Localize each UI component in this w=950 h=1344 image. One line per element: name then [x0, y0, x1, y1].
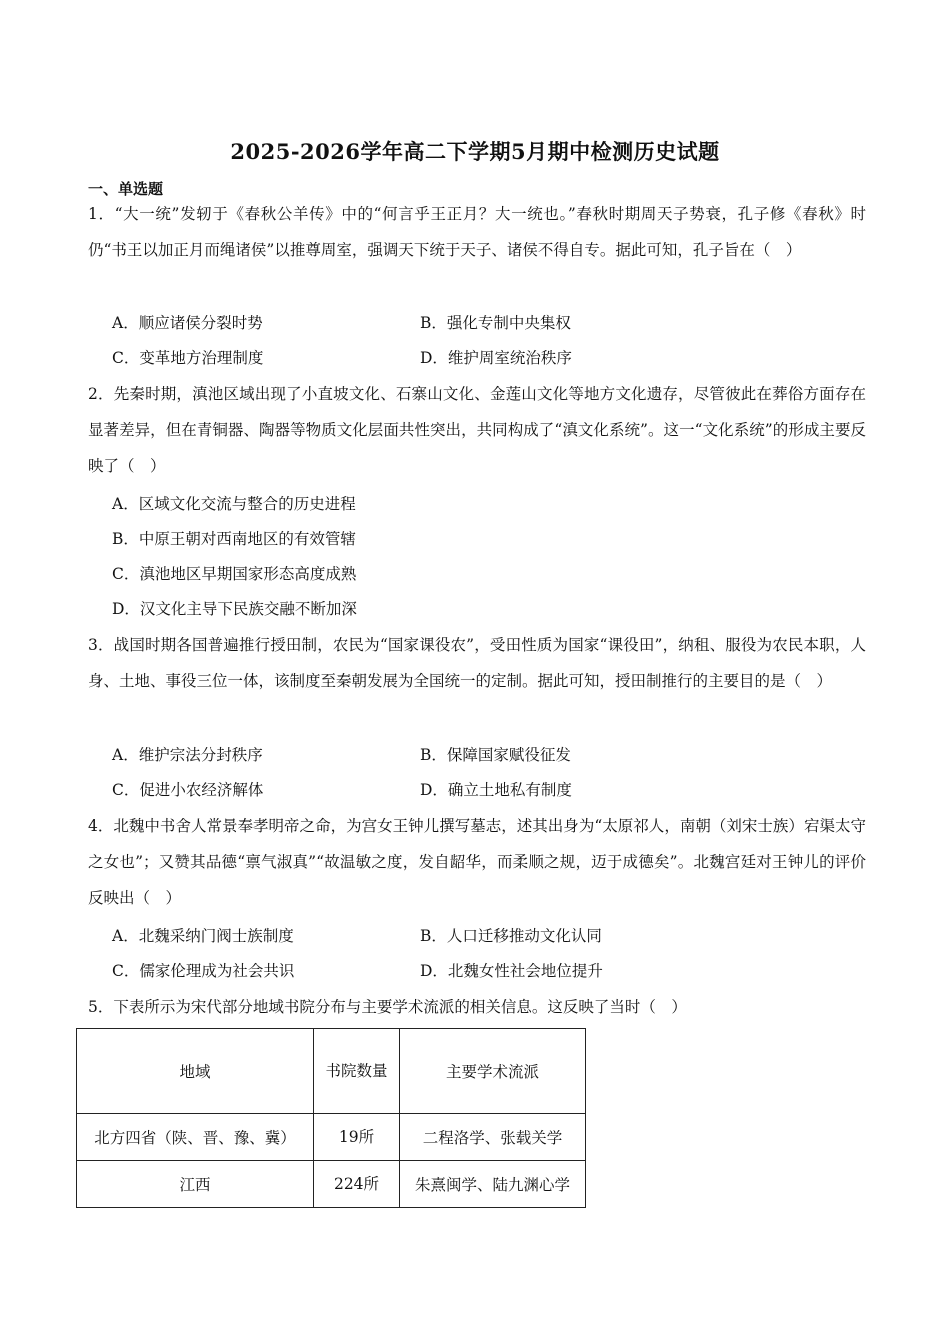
- question-3-option-d: D．确立土地私有制度: [420, 781, 572, 799]
- question-3-stem: 3．战国时期各国普遍推行授田制，农民为“国家课役农”，受田性质为国家“课役田”，纳租、服役为农民本职，人身、土地、事役三位一体，该制度至秦朝发展为全国统一的定制。据此可知，授田制推行的主要目的是（ ）: [88, 636, 866, 690]
- table-row: [77, 1114, 586, 1161]
- table-cell: 江西: [77, 1161, 314, 1208]
- question-2-stem: 2．先秦时期，滇池区域出现了小直坡文化、石寨山文化、金莲山文化等地方文化遗存，尽管彼此在葬俗方面存在显著差异，但在青铜器、陶器等物质文化层面共性突出，共同构成了“滇文化系统”。这一“文化系统”的形成主要反映了（ ）: [88, 385, 866, 475]
- question-4-option-c: C．儒家伦理成为社会共识: [112, 962, 295, 980]
- table-cell: 224所: [314, 1161, 400, 1208]
- question-4-option-b: B．人口迁移推动文化认同: [420, 927, 602, 945]
- question-3-option-a: A．维护宗法分封秩序: [112, 746, 263, 764]
- question-1-stem: 1．“大一统”发轫于《春秋公羊传》中的“何言乎王正月？大一统也。”春秋时期周天子势衰，孔子修《春秋》时仍“书王以加正月而绳诸侯”以推尊周室，强调天下统于天子、诸侯不得自专。据此可知，孔子旨在（ ）: [88, 205, 866, 259]
- question-4-option-d: D．北魏女性社会地位提升: [420, 962, 603, 980]
- table-header-row: [77, 1029, 586, 1114]
- question-4-stem: 4．北魏中书舍人常景奉孝明帝之命，为宫女王钟儿撰写墓志，述其出身为“太原祁人，南朝（刘宋士族）宕渠太守之女也”；又赞其品德“禀气淑真”“故温敏之度，发自龆华，而柔顺之规，迈于成德矣”。北魏宫廷对王钟儿的评价反映出（ ）: [88, 817, 866, 907]
- academy-table: [76, 1028, 586, 1208]
- table-header-cell: 地域: [77, 1029, 314, 1114]
- question-1-option-a: A．顺应诸侯分裂时势: [112, 314, 263, 332]
- question-2-option-c: C．滇池地区早期国家形态高度成熟: [112, 565, 357, 583]
- question-3-option-c: C．促进小农经济解体: [112, 781, 264, 799]
- question-1-option-c: C．变革地方治理制度: [112, 349, 264, 367]
- table-cell: 北方四省（陕、晋、豫、冀）: [77, 1114, 314, 1161]
- question-5-stem: 5．下表所示为宋代部分地域书院分布与主要学术流派的相关信息。这反映了当时（ ）: [88, 998, 687, 1016]
- question-1-option-d: D．维护周室统治秩序: [420, 349, 572, 367]
- question-4-option-a: A．北魏采纳门阀士族制度: [112, 927, 294, 945]
- page-title: 2025-2026学年高二下学期5月期中检测历史试题: [230, 139, 720, 164]
- question-1-option-b: B．强化专制中央集权: [420, 314, 571, 332]
- table-header-cell: 书院数量: [314, 1029, 400, 1114]
- table-cell: 二程洛学、张载关学: [400, 1114, 586, 1161]
- table-cell: 19所: [314, 1114, 400, 1161]
- question-2-option-d: D．汉文化主导下民族交融不断加深: [112, 600, 357, 618]
- table-header-cell: 主要学术流派: [400, 1029, 586, 1114]
- table-row: [77, 1161, 586, 1208]
- question-2-option-a: A．区域文化交流与整合的历史进程: [112, 495, 356, 513]
- table-cell: 朱熹闽学、陆九渊心学: [400, 1161, 586, 1208]
- question-2-option-b: B．中原王朝对西南地区的有效管辖: [112, 530, 356, 548]
- section-heading: 一、单选题: [88, 180, 164, 198]
- question-3-option-b: B．保障国家赋役征发: [420, 746, 571, 764]
